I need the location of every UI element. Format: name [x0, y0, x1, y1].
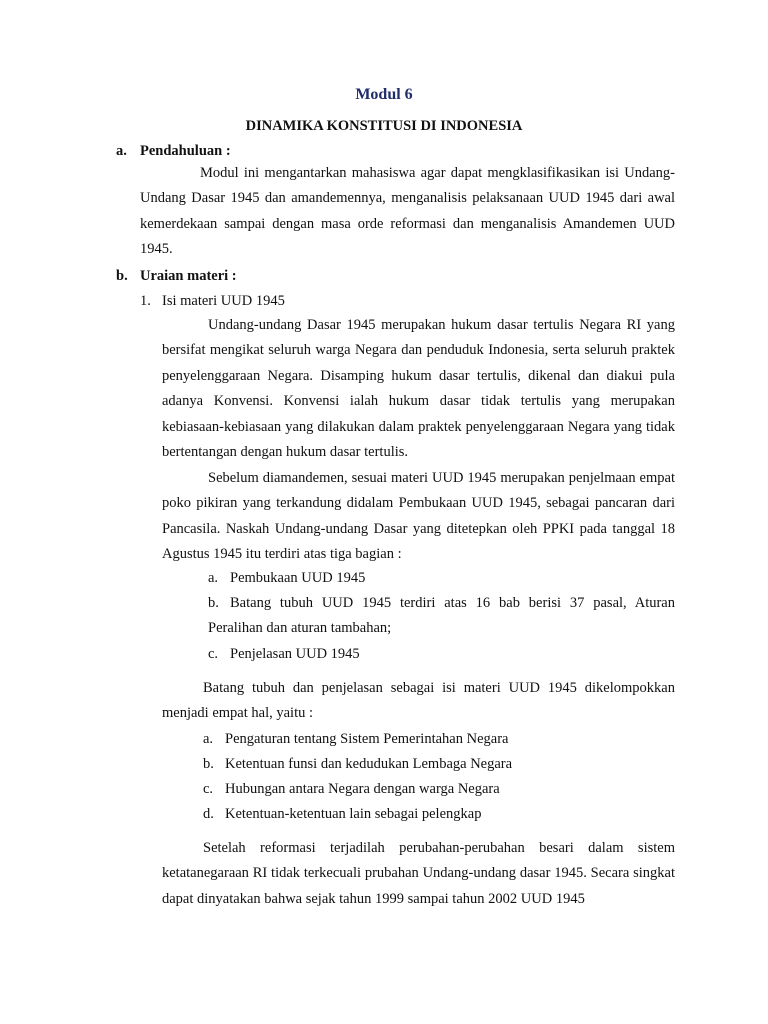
section-a-title: Pendahuluan : [140, 143, 231, 159]
paragraph-before-amendment: Sebelum diamandemen, sesuai materi UUD 1945 merupakan penjelmaan empat poko pikiran yang terkandung didalam Pembukaan UUD 1945, sebagai pancaran dari Pancasila. Naskah Undang-undang Dasar yang ditetepkan oleh PPKI pada tanggal 18 Agustus 1945 itu terdiri atas tiga bagian : [162, 470, 675, 563]
list1-item-b-text: Batang tubuh UUD 1945 terdiri atas 16 bab berisi 37 pasal, Aturan Peralihan dan aturan tambahan; [208, 595, 675, 637]
subsection-1-heading [140, 293, 285, 310]
list2-item-c-marker: c. [203, 781, 214, 797]
module-title: Modul 6 [355, 86, 413, 103]
list2-item-b-text: Ketentuan funsi dan kedudukan Lembaga Negara [225, 756, 513, 772]
section-b-letter: b. [116, 268, 128, 284]
list2-item-b-marker: b. [203, 756, 214, 772]
section-a-letter: a. [116, 143, 127, 159]
list2-item-a-text: Pengaturan tentang Sistem Pemerintahan Negara [225, 731, 509, 747]
section-a-paragraph: Modul ini mengantarkan mahasiswa agar dapat mengklasifikasikan isi Undang-Undang Dasar 1945 dan amandemennya, menganalisis pelaksanaan UUD 1945 dari awal kemerdekaan sampai dengan masa orde reformasi dan menganalisis Amandemen UUD 1945. [140, 165, 675, 258]
list2-item-d-text: Ketentuan-ketentuan lain sebagai pelengkap [225, 806, 482, 822]
list2-item-a-marker: a. [203, 731, 214, 747]
list2-item-d [203, 806, 481, 823]
section-b-title: Uraian materi : [140, 268, 237, 284]
list2-item-b [203, 756, 512, 773]
list2-item-c [203, 781, 500, 798]
list1-item-c-text: Penjelasan UUD 1945 [230, 646, 360, 662]
paragraph-after-reform: Setelah reformasi terjadilah perubahan-perubahan besari dalam sistem ketatanegaraan RI tidak terkecuali prubahan Undang-undang dasar 1945. Secara singkat dapat dinyatakan bahwa sejak tahun 1999 sampai tahun 2002 UUD 1945 [162, 840, 675, 907]
chapter-subtitle: DINAMIKA KONSTITUSI DI INDONESIA [245, 118, 523, 134]
list1-item-a-text: Pembukaan UUD 1945 [230, 570, 366, 586]
subsection-1-label: Isi materi UUD 1945 [162, 293, 285, 309]
list2-item-a [203, 731, 508, 748]
list1-item-a-marker: a. [208, 570, 219, 586]
list1-item-b [208, 591, 675, 642]
section-a-heading [116, 143, 231, 160]
list1-item-c [208, 646, 360, 663]
paragraph-content-groups: Batang tubuh dan penjelasan sebagai isi materi UUD 1945 dikelompokkan menjadi empat hal, yaitu : [162, 680, 675, 722]
list2-item-c-text: Hubungan antara Negara dengan warga Negara [225, 781, 500, 797]
section-b-heading [116, 268, 237, 285]
list2-item-d-marker: d. [203, 806, 214, 822]
list1-item-c-marker: c. [208, 646, 219, 662]
list1-item-b-marker: b. [208, 595, 219, 611]
paragraph-uud-definition: Undang-undang Dasar 1945 merupakan hukum dasar tertulis Negara RI yang bersifat mengikat seluruh warga Negara dan penduduk Indonesia, serta seluruh praktek penyelenggaraan Negara. Disamping hukum dasar tertulis, dikenal dan diakui pula adanya Konvensi. Konvensi ialah hukum dasar tidak tertulis yang merupakan kebiasaan-kebiasaan yang dilakukan dalam praktek penyelenggaraan Negara yang tidak bertentangan dengan hukum dasar tertulis. [162, 317, 675, 461]
list1-item-a [208, 570, 365, 587]
subsection-1-number: 1. [140, 293, 151, 309]
